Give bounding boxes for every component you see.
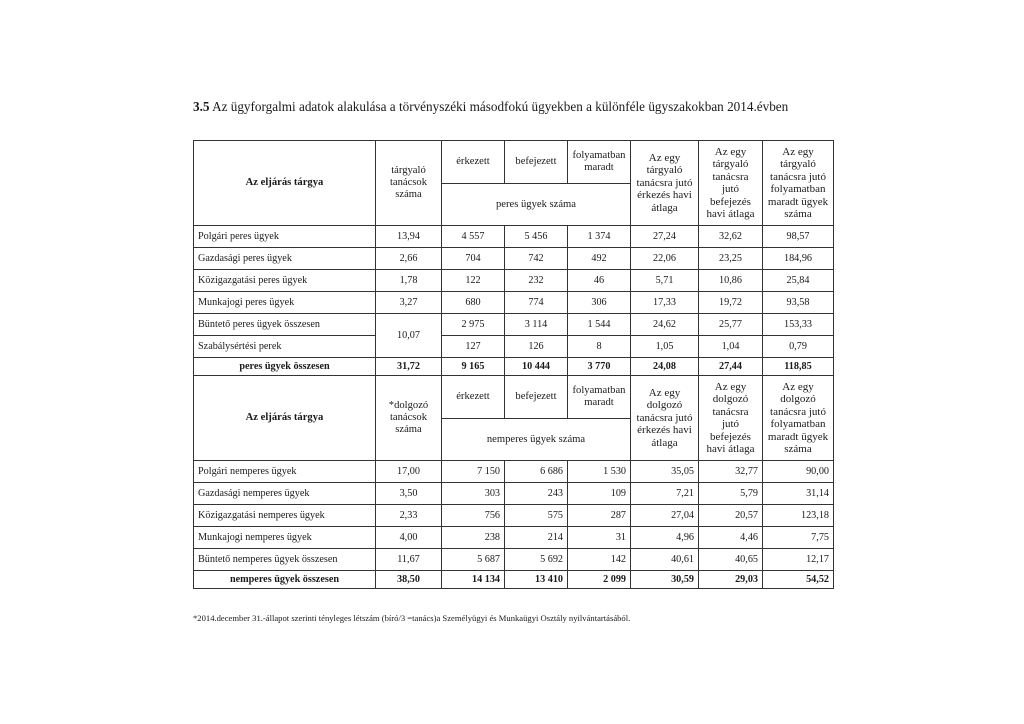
- avg-received-cell: 27,04: [631, 505, 699, 527]
- total-pending: 2 099: [568, 571, 631, 589]
- completed-cell: 774: [505, 292, 568, 314]
- table-row: [194, 226, 834, 248]
- row-label: Munkajogi peres ügyek: [194, 292, 376, 314]
- avg-pending-cell: 31,14: [763, 483, 834, 505]
- row-label: Munkajogi nemperes ügyek: [194, 527, 376, 549]
- row-label: Közigazgatási nemperes ügyek: [194, 505, 376, 527]
- row-label: Szabálysértési perek: [194, 336, 376, 358]
- title-text: Az ügyforgalmi adatok alakulása a törvényszéki másodfokú ügyekben a különféle ügyszakokban 2014.évben: [212, 99, 789, 114]
- avg-pending-cell: 123,18: [763, 505, 834, 527]
- table-row: [194, 483, 834, 505]
- total-row: [194, 358, 834, 376]
- avg-completed-cell: 25,77: [699, 314, 763, 336]
- section2-header-row: [194, 376, 834, 419]
- received-cell: 2 975: [442, 314, 505, 336]
- received-cell: 127: [442, 336, 505, 358]
- completed-header: befejezett: [505, 141, 568, 184]
- pending-cell: 287: [568, 505, 631, 527]
- judges-cell: 1,78: [376, 270, 442, 292]
- total-pending: 3 770: [568, 358, 631, 376]
- row-label: Büntető peres ügyek összesen: [194, 314, 376, 336]
- table-row: [194, 292, 834, 314]
- avg-completed-cell: 32,77: [699, 461, 763, 483]
- pending-cell: 46: [568, 270, 631, 292]
- avg-pending-cell: 7,75: [763, 527, 834, 549]
- judges-cell-merged: 10,07: [376, 314, 442, 358]
- section1-header-row: [194, 141, 834, 184]
- judges-cell: 13,94: [376, 226, 442, 248]
- avg-received-header: Az egy dolgozó tanácsra jutó érkezés havi átlaga: [631, 376, 699, 461]
- avg-completed-cell: 19,72: [699, 292, 763, 314]
- pending-cell: 1 374: [568, 226, 631, 248]
- row-label: Gazdasági peres ügyek: [194, 248, 376, 270]
- total-avg-completed: 29,03: [699, 571, 763, 589]
- table-row: [194, 248, 834, 270]
- pending-header: folyamatban maradt: [568, 141, 631, 184]
- row-label: Polgári nemperes ügyek: [194, 461, 376, 483]
- received-cell: 7 150: [442, 461, 505, 483]
- total-avg-completed: 27,44: [699, 358, 763, 376]
- total-avg-pending: 54,52: [763, 571, 834, 589]
- completed-cell: 5 692: [505, 549, 568, 571]
- row-label: Büntető nemperes ügyek összesen: [194, 549, 376, 571]
- completed-cell: 232: [505, 270, 568, 292]
- avg-pending-cell: 184,96: [763, 248, 834, 270]
- judges-header: tárgyaló tanácsok száma: [376, 141, 442, 226]
- total-label: nemperes ügyek összesen: [194, 571, 376, 589]
- avg-received-cell: 5,71: [631, 270, 699, 292]
- table-row: [194, 336, 834, 358]
- avg-completed-cell: 1,04: [699, 336, 763, 358]
- completed-cell: 6 686: [505, 461, 568, 483]
- pending-cell: 109: [568, 483, 631, 505]
- document-title: [193, 99, 788, 115]
- avg-received-cell: 35,05: [631, 461, 699, 483]
- row-label: Gazdasági nemperes ügyek: [194, 483, 376, 505]
- pending-cell: 8: [568, 336, 631, 358]
- pending-cell: 306: [568, 292, 631, 314]
- received-cell: 680: [442, 292, 505, 314]
- total-judges: 38,50: [376, 571, 442, 589]
- completed-cell: 5 456: [505, 226, 568, 248]
- avg-pending-cell: 0,79: [763, 336, 834, 358]
- avg-received-cell: 17,33: [631, 292, 699, 314]
- avg-pending-cell: 98,57: [763, 226, 834, 248]
- judges-header: *dolgozó tanácsok száma: [376, 376, 442, 461]
- total-avg-received: 24,08: [631, 358, 699, 376]
- avg-pending-cell: 90,00: [763, 461, 834, 483]
- avg-pending-header: Az egy tárgyaló tanácsra jutó folyamatban maradt ügyek száma: [763, 141, 834, 226]
- footnote: *2014.december 31.-állapot szerinti tényleges létszám (bíró/3 =tanács)a Személyügyi és Munkaügyi Osztály nyilvántartásából.: [193, 613, 631, 623]
- received-cell: 4 557: [442, 226, 505, 248]
- received-cell: 704: [442, 248, 505, 270]
- row-label: Közigazgatási peres ügyek: [194, 270, 376, 292]
- subject-header: Az eljárás tárgya: [194, 141, 376, 226]
- avg-completed-header: Az egy dolgozó tanácsra jutó befejezés havi átlaga: [699, 376, 763, 461]
- total-avg-received: 30,59: [631, 571, 699, 589]
- received-cell: 122: [442, 270, 505, 292]
- received-cell: 756: [442, 505, 505, 527]
- received-header: érkezett: [442, 141, 505, 184]
- table-row: [194, 505, 834, 527]
- avg-completed-header: Az egy tárgyaló tanácsra jutó befejezés havi átlaga: [699, 141, 763, 226]
- received-cell: 5 687: [442, 549, 505, 571]
- avg-pending-header: Az egy dolgozó tanácsra jutó folyamatban maradt ügyek száma: [763, 376, 834, 461]
- total-completed: 10 444: [505, 358, 568, 376]
- avg-pending-cell: 153,33: [763, 314, 834, 336]
- avg-completed-cell: 23,25: [699, 248, 763, 270]
- avg-received-cell: 22,06: [631, 248, 699, 270]
- avg-received-header: Az egy tárgyaló tanácsra jutó érkezés havi átlaga: [631, 141, 699, 226]
- completed-cell: 742: [505, 248, 568, 270]
- pending-cell: 31: [568, 527, 631, 549]
- received-header: érkezett: [442, 376, 505, 419]
- judges-cell: 2,66: [376, 248, 442, 270]
- total-avg-pending: 118,85: [763, 358, 834, 376]
- pending-cell: 1 544: [568, 314, 631, 336]
- caseload-table: [193, 140, 834, 589]
- pending-cell: 492: [568, 248, 631, 270]
- avg-pending-cell: 93,58: [763, 292, 834, 314]
- avg-received-cell: 40,61: [631, 549, 699, 571]
- total-received: 14 134: [442, 571, 505, 589]
- avg-received-cell: 7,21: [631, 483, 699, 505]
- pending-cell: 1 530: [568, 461, 631, 483]
- avg-completed-cell: 20,57: [699, 505, 763, 527]
- received-cell: 238: [442, 527, 505, 549]
- avg-completed-cell: 40,65: [699, 549, 763, 571]
- avg-completed-cell: 5,79: [699, 483, 763, 505]
- received-cell: 303: [442, 483, 505, 505]
- judges-cell: 3,27: [376, 292, 442, 314]
- avg-received-cell: 24,62: [631, 314, 699, 336]
- table-row: [194, 461, 834, 483]
- avg-completed-cell: 32,62: [699, 226, 763, 248]
- avg-pending-cell: 25,84: [763, 270, 834, 292]
- judges-cell: 2,33: [376, 505, 442, 527]
- completed-cell: 243: [505, 483, 568, 505]
- subject-header: Az eljárás tárgya: [194, 376, 376, 461]
- judges-cell: 17,00: [376, 461, 442, 483]
- avg-completed-cell: 10,86: [699, 270, 763, 292]
- table-row: [194, 549, 834, 571]
- row-label: Polgári peres ügyek: [194, 226, 376, 248]
- judges-cell: 3,50: [376, 483, 442, 505]
- avg-pending-cell: 12,17: [763, 549, 834, 571]
- total-label: peres ügyek összesen: [194, 358, 376, 376]
- avg-received-cell: 4,96: [631, 527, 699, 549]
- judges-cell: 11,67: [376, 549, 442, 571]
- avg-completed-cell: 4,46: [699, 527, 763, 549]
- table-row: [194, 314, 834, 336]
- completed-cell: 126: [505, 336, 568, 358]
- case-count-group-label: peres ügyek száma: [442, 184, 631, 226]
- completed-cell: 575: [505, 505, 568, 527]
- pending-cell: 142: [568, 549, 631, 571]
- title-number: 3.5: [193, 99, 210, 114]
- completed-header: befejezett: [505, 376, 568, 419]
- avg-received-cell: 1,05: [631, 336, 699, 358]
- table-row: [194, 270, 834, 292]
- pending-header: folyamatban maradt: [568, 376, 631, 419]
- table-row: [194, 527, 834, 549]
- case-count-group-label: nemperes ügyek száma: [442, 419, 631, 461]
- total-judges: 31,72: [376, 358, 442, 376]
- total-row: [194, 571, 834, 589]
- judges-cell: 4,00: [376, 527, 442, 549]
- total-completed: 13 410: [505, 571, 568, 589]
- completed-cell: 214: [505, 527, 568, 549]
- total-received: 9 165: [442, 358, 505, 376]
- avg-received-cell: 27,24: [631, 226, 699, 248]
- completed-cell: 3 114: [505, 314, 568, 336]
